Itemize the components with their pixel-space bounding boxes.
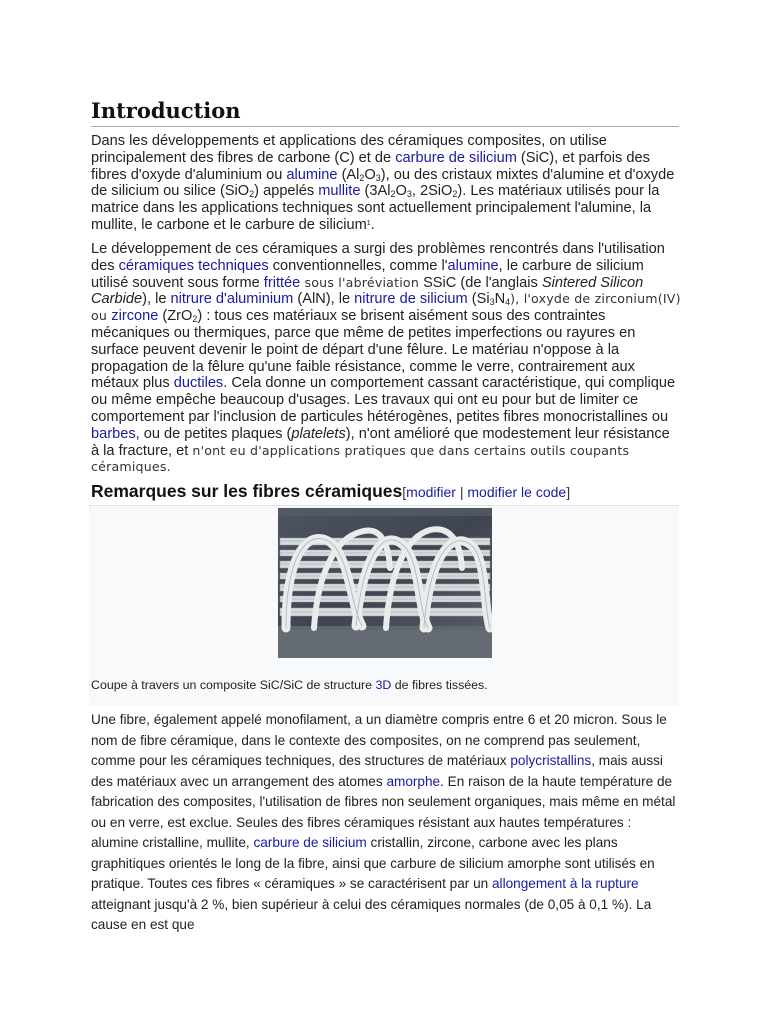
text: ), le <box>142 291 171 308</box>
text: (ZrO <box>158 308 193 325</box>
text: conventionnelles, comme l' <box>268 257 448 274</box>
subscript: 4 <box>505 297 511 308</box>
text: ), ou des cristaux mixtes d'alumine et d'oxyde de silicium ou silice (SiO <box>91 166 675 200</box>
link-allongement-a-la-rupture[interactable]: allongement à la rupture <box>491 876 639 891</box>
link-mullite[interactable]: mullite <box>318 183 361 200</box>
sic-composite-micrograph[interactable] <box>278 508 492 658</box>
link-alumine[interactable]: alumine <box>447 257 499 274</box>
text: , ou de petites plaques ( <box>135 425 292 442</box>
link-carbure-de-silicium[interactable]: carbure de silicium <box>395 149 517 166</box>
edit-code-link[interactable]: modifier le code <box>467 484 567 500</box>
figure-caption <box>91 678 488 692</box>
link-alumine[interactable]: alumine <box>286 166 338 183</box>
intro-paragraph-1 <box>91 133 681 234</box>
edit-links <box>402 484 570 500</box>
text: Coupe à travers un composite SiC/SiC de structure <box>91 678 376 692</box>
text: , mais aussi des matériaux avec un arrangement des atomes <box>91 753 663 789</box>
text: ) appelés <box>254 183 319 200</box>
text: SSiC (de l'anglais <box>419 274 542 291</box>
text: Dans les développements et applications des céramiques composites, on utilise principalement des fibres de carbone (C) et de <box>91 133 607 166</box>
link-zircone[interactable]: zircone <box>111 308 159 325</box>
text: (AlN), le <box>293 291 355 308</box>
bracket: [ <box>402 484 407 500</box>
text: (3Al <box>360 183 391 200</box>
section-heading-text: Remarques sur les fibres céramiques <box>91 481 403 501</box>
link-amorphe[interactable]: amorphe <box>386 773 441 789</box>
text: ), n'ont amélioré que modestement leur résistance à la fracture, et <box>91 425 670 459</box>
text: N <box>494 291 506 308</box>
text: , le carbure de silicium utilisé souvent sous forme <box>91 257 644 291</box>
subscript: 2 <box>390 189 396 200</box>
reference-marker[interactable]: 1 <box>366 219 371 227</box>
text: O <box>364 166 376 183</box>
subscript: 2 <box>359 172 365 183</box>
link-barbes[interactable]: barbes <box>91 425 136 442</box>
text: (SiC), et parfois des fibres d'oxyde d'aluminium ou <box>91 149 650 183</box>
text: . En raison de la haute température de fabrication des composites, l'utilisation de fibres non seulement organiques, mais même en métal ou en verre, est exclue. Seules des fibres céramiques résistant aux hautes températures : alumine cristalline, mullite, <box>91 773 676 850</box>
text: ) : tous ces matériaux se brisent aisément sous des contraintes mécaniques ou thermiques, parce que même de petites imperfections ou rayures en surface peuvent devenir le point de départ d'une fêlure. Le matériau n'oppose à la propagation de la fêlure qu'une faible résistance, comme le verre, contrairement aux métaux plus <box>91 308 636 392</box>
italic-text: platelets <box>291 425 346 442</box>
italic-text: Sintered Silicon Carbide <box>91 274 644 308</box>
intro-paragraph-2 <box>91 241 681 476</box>
link-carbure-de-silicium[interactable]: carbure de silicium <box>253 835 367 850</box>
text: Le développement de ces céramiques a surgi des problèmes rencontrés dans l'utilisation des <box>91 241 665 274</box>
text: Une fibre, également appelé monofilament, a un diamètre compris entre 6 et 20 micron. Sous le nom de fibre céramique, dans le contexte des composites, on ne comprend pas seulement, comme pour les céramiques techniques, des structures de matériaux <box>91 712 667 768</box>
section-title-introduction: Introduction <box>91 97 679 127</box>
text: (Si <box>467 291 490 308</box>
subscript: 2 <box>249 189 255 200</box>
link-nitrure-de-silicium[interactable]: nitrure de silicium <box>354 291 468 308</box>
text: n'ont eu d'applications pratiques que dans certains outils coupants céramiques. <box>91 442 630 475</box>
subscript: 2 <box>192 314 198 325</box>
text: sous l'abréviation <box>300 274 420 290</box>
subscript: 2 <box>452 189 458 200</box>
link-nitrure-d-aluminium[interactable]: nitrure d'aluminium <box>170 291 294 308</box>
separator: | <box>455 484 468 500</box>
section-title-fibres <box>91 481 570 502</box>
link-3d[interactable]: 3D <box>375 678 392 692</box>
text: de fibres tissées. <box>391 678 488 692</box>
text: (Al <box>337 166 360 183</box>
fibres-paragraph <box>91 710 681 936</box>
text: ), l'oxyde de zirconium(IV) ou <box>91 291 681 324</box>
text: . Cela donne un comportement cassant caractéristique, qui complique ou même empêche beaucoup d'usages. Les travaux qui ont eu pour but de limiter ce comportement par l'inclusion de particules hétérogènes, petites fibres monocristallines ou <box>91 375 676 425</box>
text: ). Les matériaux utilisés pour la matrice dans les applications techniques sont actuellement principalement l'alumine, la mullite, le carbone et le carbure de silicium <box>91 183 660 233</box>
edit-link[interactable]: modifier <box>406 484 456 500</box>
link-ductiles[interactable]: ductiles <box>173 375 224 392</box>
text: O <box>395 183 407 200</box>
text: . <box>370 216 375 233</box>
text: , 2SiO <box>411 183 453 200</box>
subscript: 3 <box>375 172 381 183</box>
link-frittee[interactable]: frittée <box>263 274 301 291</box>
link-ceramiques-techniques[interactable]: céramiques techniques <box>118 257 269 274</box>
text: cristallin, zircone, carbone avec les plans graphitiques orientés le long de la fibre, ainsi que carbure de silicium amorphe sont utilisés en pratique. Toutes ces fibres « céramiques » se caractérisent par un <box>91 835 655 891</box>
text: atteignant jusqu'à 2 %, bien supérieur à celui des céramiques normales (de 0,05 à 0,1 %). La cause en est que <box>91 896 652 932</box>
link-polycristallins[interactable]: polycristallins <box>510 753 592 768</box>
subscript: 3 <box>489 297 495 308</box>
subscript: 3 <box>406 189 412 200</box>
bracket: ] <box>566 484 571 500</box>
